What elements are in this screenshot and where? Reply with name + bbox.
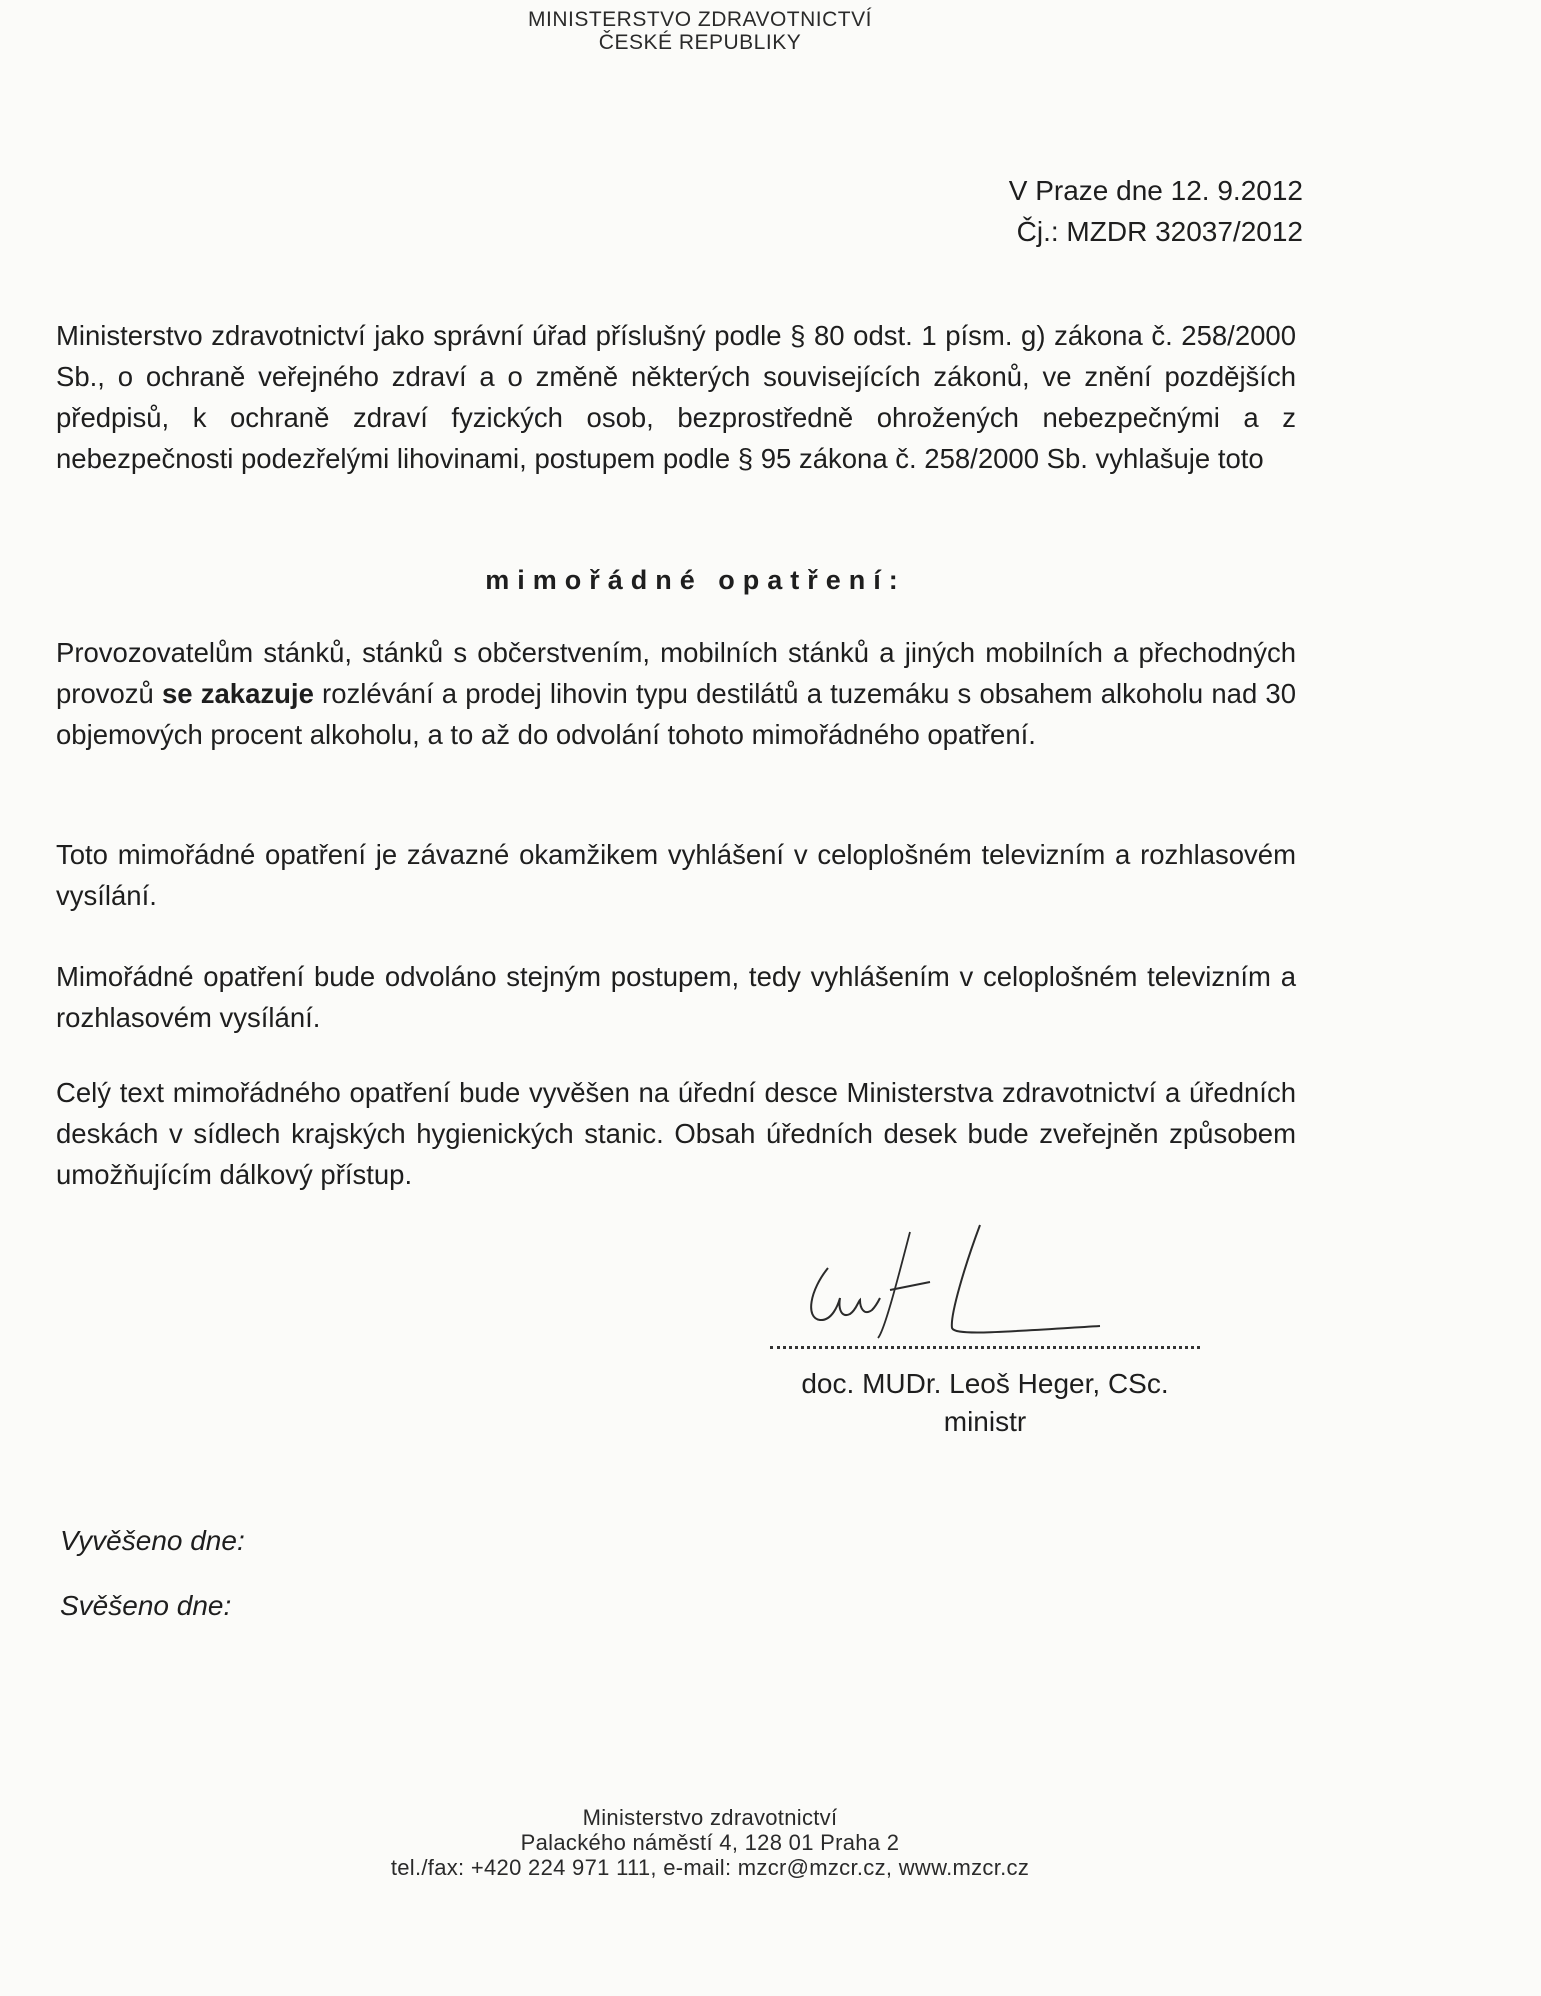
removed-date-label: Svěšeno dne: [60,1590,232,1621]
publication-paragraph: Celý text mimořádného opatření bude vyvěšen na úřední desce Ministerstva zdravotnictví a úředních deskách v sídlech krajských hygienických stanic. Obsah úředních desek bude zveřejněn způsobem umožňujícím dálkový přístup. [56,1077,1296,1190]
letterhead-line-1: MINISTERSTVO ZDRAVOTNICTVÍ [528,8,872,31]
binding-paragraph: Toto mimořádné opatření je závazné okamžikem vyhlášení v celoplošném televizním a rozhlasovém vysílání. [56,839,1296,911]
intro-paragraph: Ministerstvo zdravotnictví jako správní úřad příslušný podle § 80 odst. 1 písm. g) zákona č. 258/2000 Sb., o ochraně veřejného zdraví a o změně některých souvisejících zákonů, ve znění pozdějších předpisů, k ochraně zdraví fyzických osob, bezprostředně ohrožených nebezpečnými a z nebezpečnosti podezřelými lihovinami, postupem podle § 95 zákona č. 258/2000 Sb. vyhlašuje toto [56,320,1296,474]
signature-line [770,1330,1200,1349]
letterhead-line-2: ČESKÉ REPUBLIKY [598,31,802,54]
revocation-paragraph: Mimořádné opatření bude odvoláno stejným postupem, tedy vyhlášením v celoplošném televizním a rozhlasovém vysílání. [56,961,1296,1033]
posted-date-label: Vyvěšeno dne: [60,1525,245,1556]
letterhead [500,8,900,54]
footer-line-2: Palackého náměstí 4, 128 01 Praha 2 [520,1830,900,1855]
measure-paragraph [56,632,1296,755]
footer-address [240,1805,1180,1880]
document-date: V Praze dne 12. 9.2012 [1008,175,1303,206]
measure-heading: mimořádné opatření: [485,565,906,595]
signer-name: doc. MUDr. Leoš Heger, CSc. [801,1368,1169,1399]
footer-line-3: tel./fax: +420 224 971 111, e-mail: mzcr@mzcr.cz, www.mzcr.cz [390,1855,1030,1880]
footer-line-1: Ministerstvo zdravotnictví [582,1805,838,1830]
signer-title: ministr [943,1406,1027,1437]
measure-bold-text: se zakazuje [162,678,314,709]
signer-block [770,1365,1200,1441]
measure-text-before: Provozovatelům stánků, stánků s občerstvením, mobilních stánků a jiných mobilních a přechodných provozů [56,637,1296,709]
measure-text-after: rozlévání a prodej lihovin typu destilátů a tuzemáku s obsahem alkoholu nad 30 objemových procent alkoholu, a to až do odvolání tohoto mimořádného opatření. [56,678,1296,750]
date-reference-block [940,170,1303,252]
reference-number: Čj.: MZDR 32037/2012 [1016,216,1303,247]
